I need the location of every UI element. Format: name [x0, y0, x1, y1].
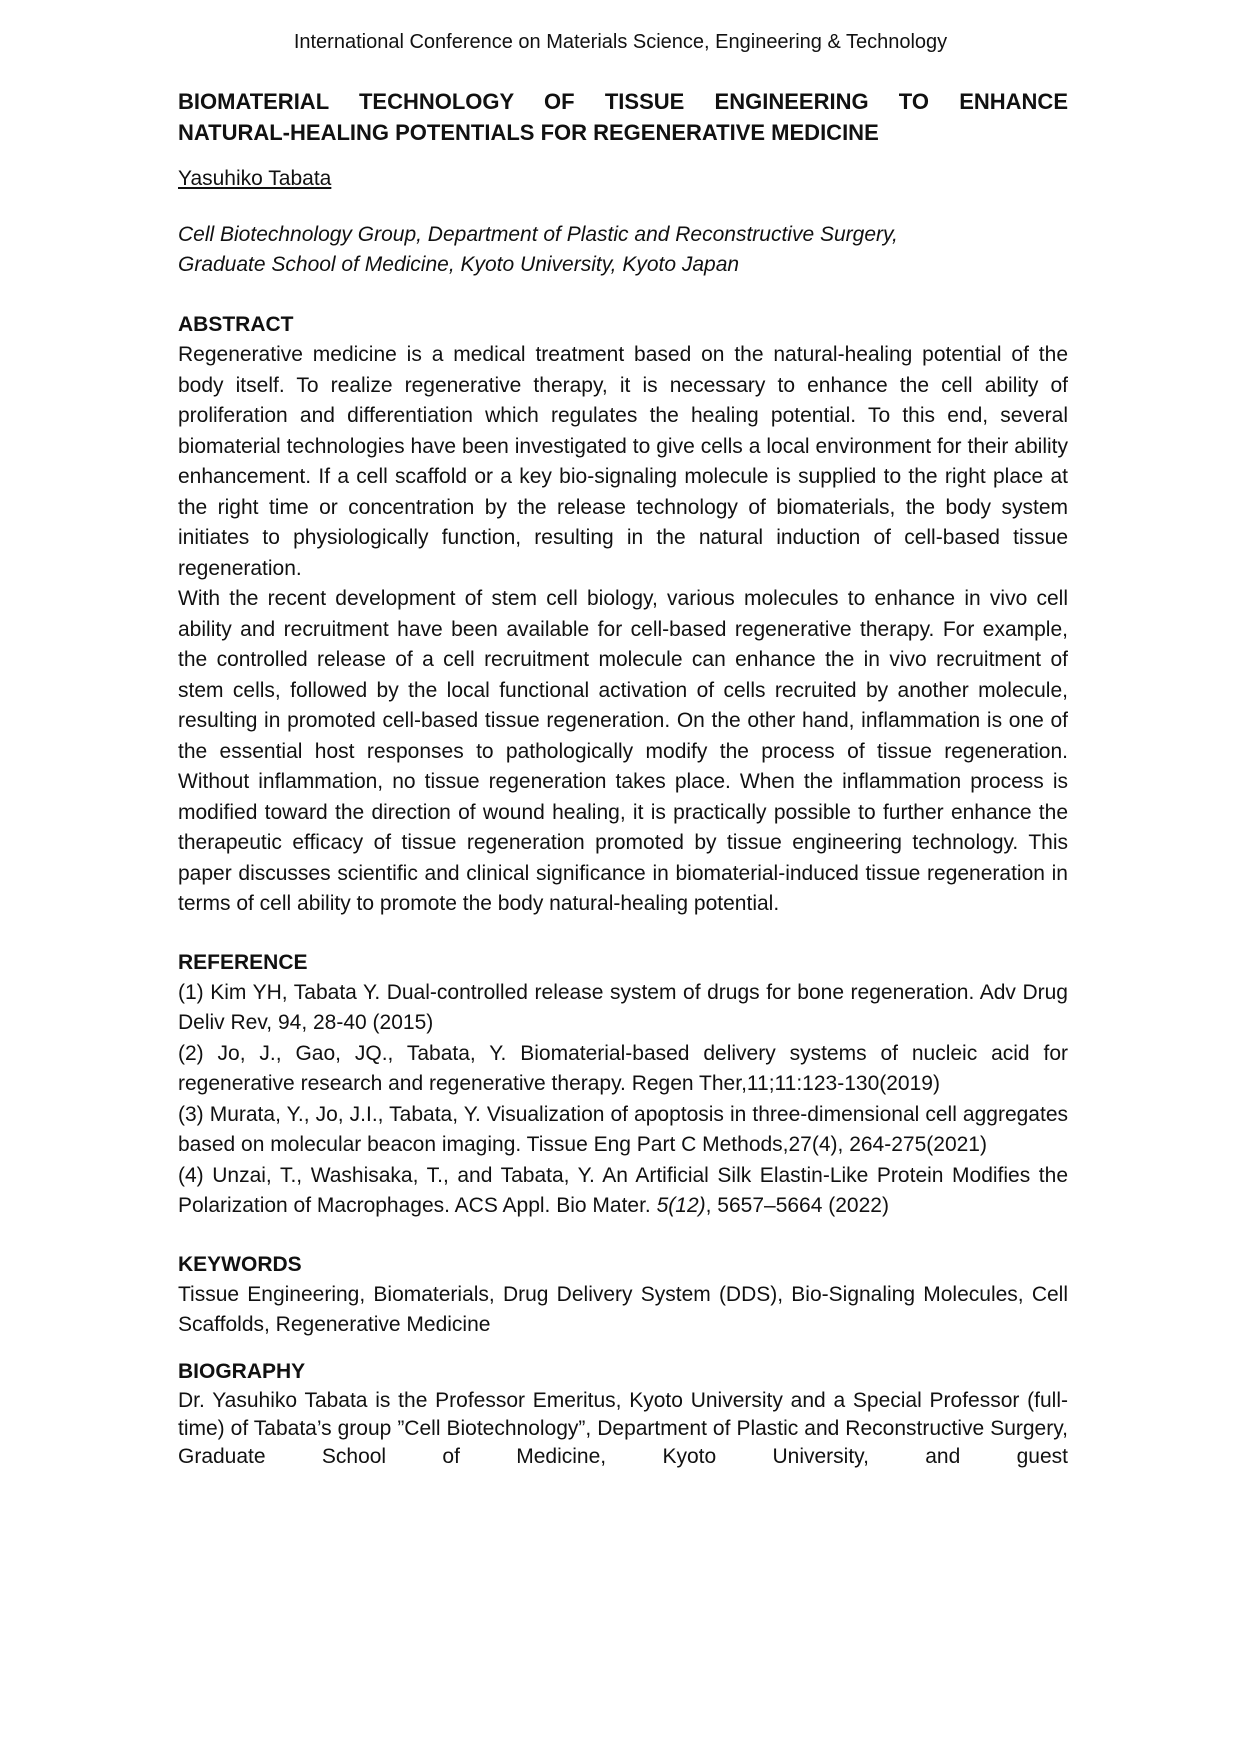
paper-title-line-1: BIOMATERIAL TECHNOLOGY OF TISSUE ENGINEERING TO ENHANCE: [178, 89, 1068, 114]
reference-item-4-pages: , 5657–5664 (2022): [705, 1194, 889, 1217]
keywords-text: Tissue Engineering, Biomaterials, Drug Delivery System (DDS), Bio-Signaling Molecules, Cell Scaffolds, Regenerative Medicine: [178, 1282, 1068, 1336]
reference-heading: REFERENCE: [178, 950, 308, 974]
biography-heading: BIOGRAPHY: [178, 1359, 306, 1383]
paper-title: [178, 86, 1068, 148]
running-header: International Conference on Materials Science, Engineering & Technology: [293, 31, 948, 53]
reference-item-2: (2) Jo, J., Gao, JQ., Tabata, Y. Biomaterial-based delivery systems of nucleic acid for regenerative research and regenerative therapy. Regen Ther,11;11:123-130(2019): [178, 1041, 1068, 1095]
affiliation-line-1: Cell Biotechnology Group, Department of Plastic and Reconstructive Surgery,: [178, 223, 898, 246]
abstract-paragraph-1: Regenerative medicine is a medical treatment based on the natural-healing potential of the body itself. To realize regenerative therapy, it is necessary to enhance the cell ability of proliferation and differentiation which regulates the healing potential. To this end, several biomaterial technologies have been investigated to give cells a local environment for their ability enhancement. If a cell scaffold or a key bio-signaling molecule is supplied to the right place at the right time or concentration by the release technology of biomaterials, the body system initiates to physiologically function, resulting in the natural induction of cell-based tissue regeneration.: [178, 343, 1068, 580]
abstract-paragraph-2: With the recent development of stem cell biology, various molecules to enhance in vivo cell ability and recruitment have been available for cell-based regenerative therapy. For example, the controlled release of a cell recruitment molecule can enhance the in vivo recruitment of stem cells, followed by the local functional activation of cells recruited by another molecule, resulting in promoted cell-based tissue regeneration. On the other hand, inflammation is one of the essential host responses to pathologically modify the process of tissue regeneration. Without inflammation, no tissue regeneration takes place. When the inflammation process is modified toward the direction of wound healing, it is practically possible to further enhance the therapeutic efficacy of tissue regeneration promoted by tissue engineering technology. This paper discusses scientific and clinical significance in biomaterial-induced tissue regeneration in terms of cell ability to promote the body natural-healing potential.: [178, 587, 1068, 915]
author-name: Yasuhiko Tabata: [178, 167, 332, 190]
author-affiliation: [178, 220, 1068, 280]
reference-item-4-text: (4) Unzai, T., Washisaka, T., and Tabata, Y. An Artificial Silk Elastin-Like Protein Modifies the Polarization of Macrophages. ACS Appl. Bio Mater.: [178, 1163, 1068, 1217]
affiliation-line-2: Graduate School of Medicine, Kyoto University, Kyoto Japan: [178, 253, 740, 276]
paper-title-line-2: NATURAL-HEALING POTENTIALS FOR REGENERATIVE MEDICINE: [178, 120, 879, 145]
reference-item-3: (3) Murata, Y., Jo, J.I., Tabata, Y. Visualization of apoptosis in three-dimensional cell aggregates based on molecular beacon imaging. Tissue Eng Part C Methods,27(4), 264-275(2021): [178, 1102, 1068, 1156]
reference-item-4: [178, 1161, 1068, 1222]
abstract-heading: ABSTRACT: [178, 313, 294, 336]
paper-body: [178, 86, 1068, 1471]
reference-item-4-volume: 5(12): [656, 1194, 706, 1217]
reference-item-1: (1) Kim YH, Tabata Y. Dual-controlled release system of drugs for bone regeneration. Adv Drug Deliv Rev, 94, 28-40 (2015): [178, 980, 1068, 1034]
keywords-heading: KEYWORDS: [178, 1252, 302, 1276]
biography-text: Dr. Yasuhiko Tabata is the Professor Emeritus, Kyoto University and a Special Professor (full-time) of Tabata’s group ”Cell Biotechnology”, Department of Plastic and Reconstructive Surgery, Graduate School of Medicine, Kyoto University, and guest: [178, 1388, 1068, 1468]
